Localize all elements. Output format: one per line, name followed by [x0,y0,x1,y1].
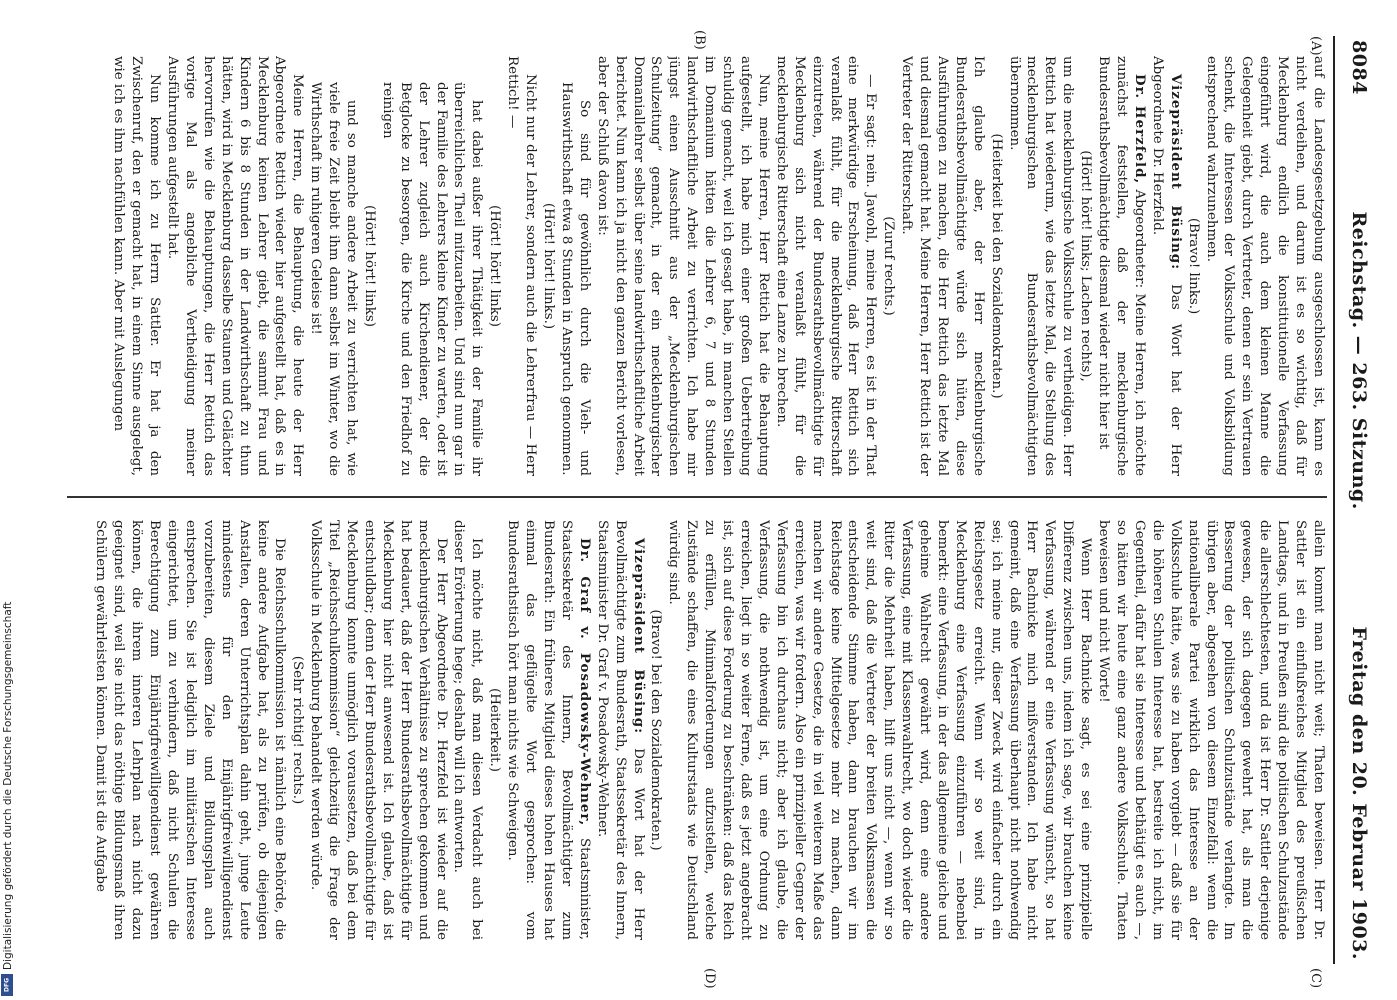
session-title: Reichstag. — 263. Sitzung. [1348,211,1370,510]
interjection: (Hört! hört! links; Lachen rechts), [1078,150,1094,382]
margin-marker-b: (B) [692,30,707,50]
paragraph: Meine Herren, die Behauptung, die heute der Herr Abgeordnete Rettich wieder hier aufgestellt hat, daß es in Mecklenburg keinen Lehrer giebt, die sammt Frau und Kindern 6 bis 8 Stunden in der Landwirthschaft zu thun hätten, wird in Mecklenburg dasselbe Staunen und Gelächter hervorrufen wie die Behauptungen, die Herr Rettich das vorige Mal als angebliche Vertheidigung meiner Ausführungen aufgestellt hat. [165,56,306,476]
speaker-name: Vizepräsident Büsing: [1167,74,1184,271]
speaker-paragraph [1148,56,1184,476]
paragraph: Ich glaube aber, der Herr mecklenburgische Bundesrathsbevollmächtigte würde sich hüten, diese Ausführungen zu machen, die Herr Rettich das letzte Mal und diesmal gemacht hat. Meine Herren, Herr Rettich ist der Vertreter der Ritterschaft. [899,56,986,476]
left-column [87,56,1327,476]
interjection: (Hört! hört! links.) [541,202,557,330]
speech-text: Das Wort hat der Herr Abgeordnete Dr. Herzfeld. [1149,56,1183,476]
right-column [87,520,1327,940]
column-divider [67,496,1327,498]
page-number: 8084 [1348,40,1370,95]
margin-marker-d: (D) [702,968,717,989]
session-date: Freitag den 20. Februar 1903. [1348,626,1370,960]
speaker-paragraph [1094,56,1148,476]
page-header [1329,40,1389,960]
speaker-name: Dr. Herzfeld, [1131,74,1148,185]
quoted-passage: So sind für gewöhnlich durch die Vieh- und Hauswirthschaft etwa 8 Stunden in Anspruch genommen. [558,82,592,476]
paragraph: Nicht nur der Lehrer, sondern auch die Lehrerfrau — Herr Rettich! — [505,56,539,476]
interjection: (Bravo! links.) [1185,217,1201,315]
speaker-paragraph [593,520,647,940]
interjection: (Bravo! bei den Sozialdemokraten.) [648,609,664,851]
header-rule [1333,36,1335,964]
paragraph: Nun komme ich zu Herrn Sattler. Er hat ja den Zwischenruf, den er gemacht hat, in einem Sinne ausgelegt, wie ich es ihm nachfühlen kann. Aber mit Auslegungen [111,56,163,476]
speaker-paragraph [503,520,593,940]
footer [0,0,14,1000]
paragraph: Die Reichsschulkommission ist nämlich eine Behörde, die keine andere Aufgabe hat, als zu prüfen, ob diejenigen Anstalten, deren Unterrichtsplan dahin geht, junge Leute mindestens für den Einjährigfreiwilligendienst vorzubereiten, diesem Ziele und Bildungsplan auch entsprechen. Sie ist lediglich im militärischen Interesse eingerichtet, um zu verhindern, daß nicht Schulen die Berechtigung zum Einjährigfreiwilligendienst gewähren können, die ihrem inneren Lehrplan nach nicht dazu geeignet sind, weil sie nicht das nöthige Bildungsmaß ihren Schülern gewährleisten können. Damit ist die Aufgabe [93,520,288,940]
margin-marker-a: (A) [1308,36,1323,56]
interjection: (Heiterkeit bei den Sozialdemokraten.) [988,133,1004,399]
interjection: (Hört! hört! links) [361,205,377,327]
paragraph: allein kommt man nicht weit; Thaten beweisen. Herr Dr. Sattler ist ein einflußreiches Mitglied des preußischen Landtags, und in Preußen sind die politischen Schulzustände die allerschlechtesten, und da ist Herr Dr. Sattler derjenige gewesen, der sich dagegen gewehrt hat, als man die Besserung der politischen Schulzustände verlangte. Im übrigen aber, abgesehen von diesem Einzelfall: wenn die nationalliberale Partei wirklich das Interesse an der Volksschule hätte, was sie zu haben vorgiebt — daß sie für die höheren Schulen Interesse hat, bestreite ich nicht, im Gegentheil, dafür hat sie Interesse und bethätigt es auch —, so hätten wir heute eine ganz andere Volksschule. Thaten beweisen und nicht Worte! [1096,520,1326,940]
speech-text: Staatsminister, Staatssekretär des Innern, Bevollmächtigter zum Bundesrath: Ein früheres Mitglied dieses hohen Hauses hat einmal das geflügelte Wort gesprochen: vom Bundesrathstisch hört man nichts wie Schweigen. [505,520,592,940]
interjection: (Hört! hört! links) [487,205,503,327]
paragraph: Der Herr Abgeordnete Dr. Herzfeld ist wieder auf die mecklenburgischen Verhältnisse zu sprechen gekommen und hat bedauert, daß der Herr Bundesrathsbevollmächtigte für Mecklenburg hier nicht anwesend ist. Ich glaube, daß ist entschuldbar; denn der Herr Bundesrathsbevollmächtigte für Mecklenburg konnte unmöglich voraussetzen, daß bei dem Titel „Reichsschulkommission“ gleichzeitig die Frage der Volksschule in Mecklenburg behandelt werden würde. [308,520,449,940]
margin-marker-c: (C) [1308,968,1323,989]
funding-note: Digitalisierung gefördert durch die Deutsche Forschungsgemeinschaft [2,601,14,970]
speech-text: Abgeordneter: Meine Herren, ich möchte zunächst feststellen, daß der mecklenburgische Bundesrathsbevollmächtigte diesmal wieder nicht hier ist [1096,56,1147,476]
interjection: (Heiterkeit.) [487,688,503,772]
quoted-passage: und so manche andere Arbeit zu verrichten hat, wie viele freie Zeit bleibt ihm dann selbst im Winter, wo die Wirthschaft im ruhigeren Geleise ist! [308,82,360,476]
dfg-logo: DFG [1,974,13,996]
paragraph: auf die Landesgesetzgebung ausgeschlossen ist, kann es nicht verdeihen, und darum ist es so wichtig, daß für Mecklenburg endlich die konstitutionelle Verfassung eingeführt wird, die auch dem kleinen Manne die Gelegenheit giebt, durch Vertreter, denen er sein Vertrauen schenkt, die Interessen der Volksschule und Volksbildung entsprechend wahrzunehmen. [1203,56,1326,476]
paragraph: Ich möchte nicht, daß man diesen Verdacht auch bei dieser Erörterung hege; deshalb will ich antworten. [451,520,485,940]
speaker-name: Dr. Graf v. Posadowsky-Wehner, [576,538,593,827]
interjection: (Sehr richtig! rechts.) [290,655,306,805]
speaker-name: Vizepräsident Büsing: [630,538,647,735]
paragraph: Nun, meine Herren, Herr Rettich hat die Behauptung aufgestellt, ich habe mich einer großen Uebertreibung schuldig gemacht, weil ich gesagt habe, in manchen Stellen im Domanium hätten die Lehrer 6, 7 und 8 Stunden landwirthschaftliche Arbeit zu verrichten. Ich habe mir jüngst einen Ausschnitt aus der „Mecklenburgischen Schulzeitung“ gemacht, in der ein mecklenburgischer Domaniallehrer selbst über seine landwirthschaftliche Arbeit berichtet. Nun kann ich ja nicht den ganzen Bericht vorlesen, aber der Schluß davon ist: [594,56,771,476]
quoted-passage: hat dabei außer ihrer Thätigkeit in der Familie ihr überreichliches Theil mitzuarbeiten. Und sind nun gar in der Familie des Lehrers kleine Kinder zu warten, oder ist der Lehrer zugleich auch Kirchendiener, der die Betglocke zu besorgen, die Kirche und den Friedhof zu reinigen [379,82,485,476]
interjection: (Zuruf rechts.) [881,216,897,316]
paragraph: Wenn Herr Bachnicke sagt, es sei eine prinzipielle Differenz zwischen uns, indem ich sage, wir brauchen keine Verfassung, während er eine Verfassung wünscht, so hat Herr Bachnicke mich mißverstanden. Ich habe nicht gemeint, daß eine Verfassung überhaupt nicht nothwendig sei; ich meine nur, dieser Zweck wird einfacher durch ein Reichsgesetz erreicht. Wenn wir so weit sind, in Mecklenburg eine Verfassung einzuführen — nebenbei bemerkt: eine Verfassung, in der das allgemeine gleiche und geheime Wahlrecht gewährt wird, denn eine andere Verfassung, eine mit Klassenwahlrecht, wo doch wieder die Ritter die Mehrheit haben, hilft uns nicht —, wenn wir so weit sind, daß die Vertreter der breiten Volksmassen die entscheidende Stimme haben, dann brauchen wir im Reichstage keine Mittelgesetze mehr zu machen, dann machen wir andere Gesetze, die in viel weiterem Maße das erreichen, was wir fordern. Also ein prinzipieller Gegner der Verfassung bin ich durchaus nicht; aber ich glaube, die Verfassung, die nothwendig ist, um eine Ordnung zu erreichen, liegt in so weiter Ferne, daß es jetzt angebracht ist, sich auf diese Forderung zu beschränken: daß das Reich zu erfüllen, Minimalforderungen aufzustellen, welche Zustände schaffen, die eines Kulturstaats wie Deutschland würdig sind. [666,520,1094,940]
paragraph: um die mecklenburgische Volksschule zu vertheidigen. Herr Rettich hat wiederum, wie das letzte Mal, die Stellung des mecklenburgischen Bundesrathsbevollmächtigten übernommen. [1006,56,1076,476]
speech-text: Das Wort hat der Herr Bevollmächtigte zum Bundesrath, Staatssekretär des Innern, Staatsminister Dr. Graf v. Posadowsky-Wehner. [594,520,646,940]
paragraph: — Er sagt: nein. Jawohl, meine Herren, es ist in der That eine merkwürdige Erscheinung, daß Herr Rettich sich veranlaßt fühlt, für die mecklenburgische Ritterschaft einzutreten, während der Bundesrathsbevollmächtigte für Mecklenburg sich nicht veranlaßt fühlt, für die mecklenburgische Ritterschaft eine Lanze zu brechen. [773,56,879,476]
